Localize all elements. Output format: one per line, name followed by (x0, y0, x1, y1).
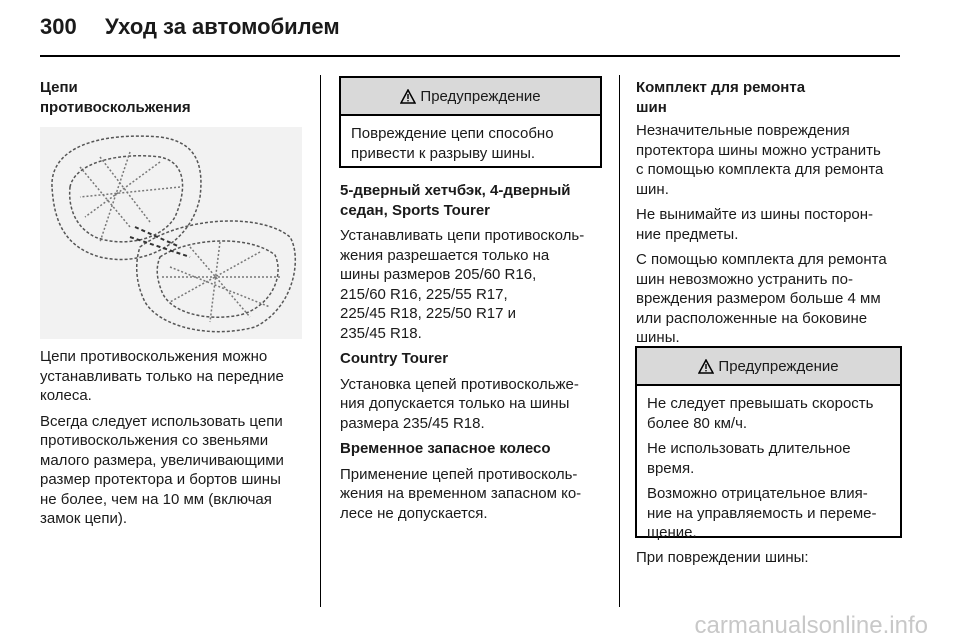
column-1 (40, 78, 305, 529)
warning-header (637, 348, 900, 386)
column-2 (340, 181, 608, 523)
column-divider-1 (320, 75, 321, 607)
column-divider-2 (619, 75, 620, 607)
warning-text: Не использовать длительное время. (647, 440, 851, 477)
paragraph: При повреждении шины: (636, 549, 809, 566)
warning-text: Не следует превышать скорость более 80 км/ч. (647, 395, 874, 432)
subheading: Временное запасное колесо (340, 440, 551, 457)
warning-header (341, 78, 600, 116)
warning-title: Предупреждение (718, 357, 839, 375)
paragraph: Цепи противоскольжения можно устанавливать только на передние колеса. (40, 348, 284, 404)
paragraph: Применение цепей противосколь- жения на временном запасном ко- лесе не допускается. (340, 465, 582, 522)
header-rule (40, 55, 900, 57)
watermark: carmanualsonline.info (694, 612, 928, 639)
warning-box (339, 76, 602, 168)
column-3 (636, 78, 906, 348)
column-3-bottom (636, 548, 906, 568)
paragraph: С помощью комплекта для ремонта шин невозможно устранить по- вреждения размером больше 4 мм или расположенные на боковине шины. (636, 251, 887, 346)
paragraph: Установка цепей противоскольже- ния допускается только на шины размера 235/45 R18. (340, 375, 579, 432)
warning-text: Повреждение цепи способно привести к разрыву шины. (351, 125, 554, 162)
section-heading: Цепи противоскольжения (40, 79, 191, 116)
warning-box (635, 346, 902, 541)
chapter-title: Уход за автомобилем (105, 14, 340, 39)
warning-triangle-icon (400, 89, 416, 104)
warning-text: Возможно отрицательное влия- ние на управляемость и переме- щение. (647, 485, 877, 541)
section-heading: Комплект для ремонта шин (636, 79, 806, 116)
subheading: 5-дверный хетчбэк, 4-дверный седан, Sports Tourer (340, 182, 571, 219)
snow-chains-illustration (40, 127, 302, 339)
page-number: 300 (40, 14, 77, 39)
paragraph: Не вынимайте из шины посторон- ние предметы. (636, 206, 874, 243)
paragraph: Устанавливать цепи противосколь- жения разрешается только на шины размеров 205/60 R16, 215/60 R16, 225/55 R17, 225/45 R18, 225/50 R17 и 235/45 R18. (340, 227, 585, 342)
paragraph: Всегда следует использовать цепи противоскольжения со звеньями малого размера, увеличивающими размер протектора и бортов шины не более, чем на 10 мм (включая замок цепи). (40, 412, 284, 527)
subheading: Country Tourer (340, 350, 449, 367)
paragraph: Незначительные повреждения протектора шины можно устранить с помощью комплекта для ремонта шин. (636, 122, 884, 198)
warning-triangle-icon (698, 359, 714, 374)
warning-title: Предупреждение (420, 87, 541, 105)
